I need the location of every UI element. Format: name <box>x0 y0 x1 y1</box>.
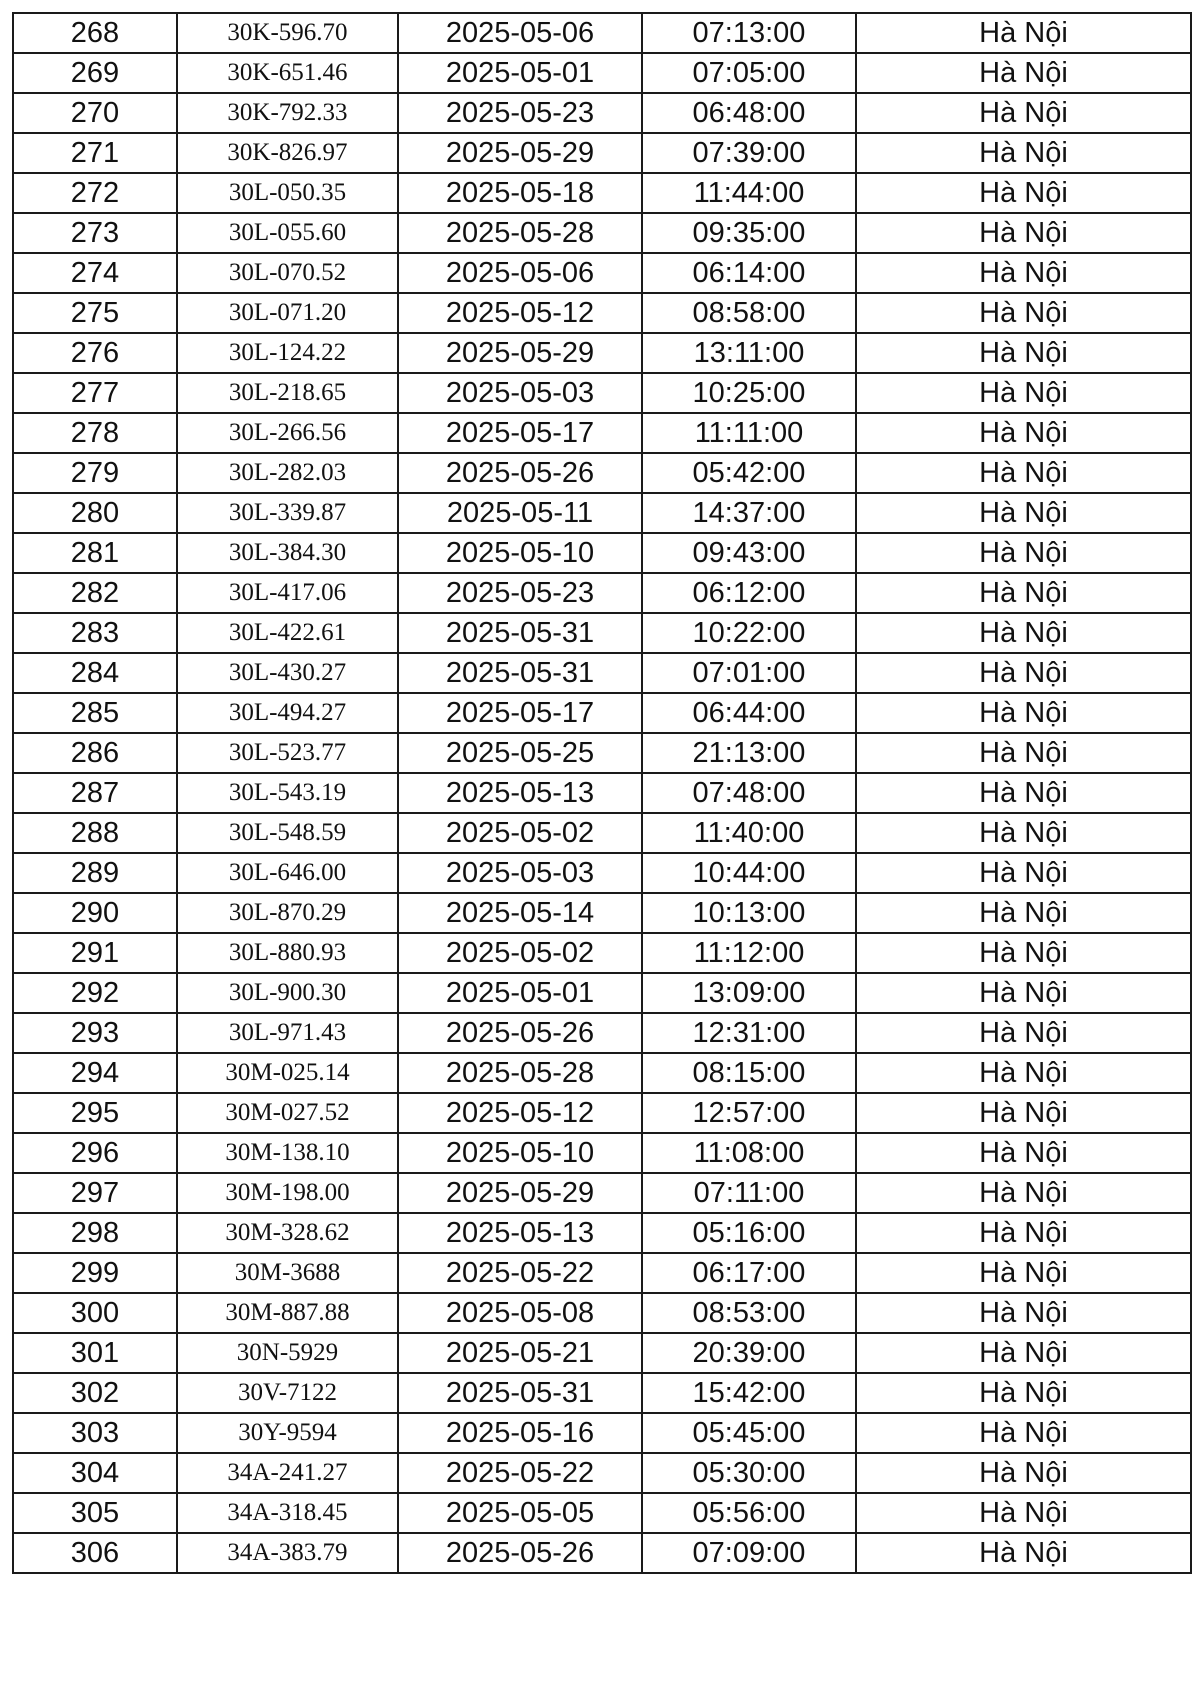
license-plate-cell: 30V-7122 <box>177 1373 398 1413</box>
date-cell: 2025-05-05 <box>398 1493 642 1533</box>
location-cell: Hà Nội <box>856 373 1191 413</box>
row-number-cell: 284 <box>13 653 177 693</box>
license-plate-cell: 30L-548.59 <box>177 813 398 853</box>
row-number-cell: 274 <box>13 253 177 293</box>
location-cell: Hà Nội <box>856 973 1191 1013</box>
license-plate-cell: 30M-3688 <box>177 1253 398 1293</box>
date-cell: 2025-05-23 <box>398 93 642 133</box>
license-plate-cell: 30L-971.43 <box>177 1013 398 1053</box>
location-cell: Hà Nội <box>856 1493 1191 1533</box>
license-plate-cell: 30M-328.62 <box>177 1213 398 1253</box>
license-plate-cell: 30L-050.35 <box>177 173 398 213</box>
license-plate-cell: 30K-792.33 <box>177 93 398 133</box>
time-cell: 14:37:00 <box>642 493 856 533</box>
table-row <box>13 253 1191 293</box>
row-number-cell: 290 <box>13 893 177 933</box>
license-plate-cell: 30M-025.14 <box>177 1053 398 1093</box>
date-cell: 2025-05-03 <box>398 373 642 413</box>
row-number-cell: 279 <box>13 453 177 493</box>
date-cell: 2025-05-21 <box>398 1333 642 1373</box>
time-cell: 05:30:00 <box>642 1453 856 1493</box>
license-plate-cell: 34A-318.45 <box>177 1493 398 1533</box>
license-plate-cell: 30L-071.20 <box>177 293 398 333</box>
row-number-cell: 283 <box>13 613 177 653</box>
table-row <box>13 373 1191 413</box>
license-plate-cell: 30L-282.03 <box>177 453 398 493</box>
table-row <box>13 1173 1191 1213</box>
date-cell: 2025-05-06 <box>398 13 642 53</box>
location-cell: Hà Nội <box>856 1213 1191 1253</box>
time-cell: 07:11:00 <box>642 1173 856 1213</box>
table-row <box>13 733 1191 773</box>
row-number-cell: 281 <box>13 533 177 573</box>
time-cell: 20:39:00 <box>642 1333 856 1373</box>
row-number-cell: 305 <box>13 1493 177 1533</box>
time-cell: 07:39:00 <box>642 133 856 173</box>
location-cell: Hà Nội <box>856 1453 1191 1493</box>
row-number-cell: 270 <box>13 93 177 133</box>
time-cell: 11:11:00 <box>642 413 856 453</box>
license-plate-cell: 34A-241.27 <box>177 1453 398 1493</box>
time-cell: 07:09:00 <box>642 1533 856 1573</box>
table-row <box>13 1213 1191 1253</box>
date-cell: 2025-05-13 <box>398 1213 642 1253</box>
row-number-cell: 289 <box>13 853 177 893</box>
time-cell: 05:45:00 <box>642 1413 856 1453</box>
location-cell: Hà Nội <box>856 1373 1191 1413</box>
table-row <box>13 13 1191 53</box>
date-cell: 2025-05-26 <box>398 1533 642 1573</box>
location-cell: Hà Nội <box>856 613 1191 653</box>
row-number-cell: 282 <box>13 573 177 613</box>
location-cell: Hà Nội <box>856 1333 1191 1373</box>
location-cell: Hà Nội <box>856 1133 1191 1173</box>
row-number-cell: 277 <box>13 373 177 413</box>
table-row <box>13 93 1191 133</box>
date-cell: 2025-05-08 <box>398 1293 642 1333</box>
table-row <box>13 293 1191 333</box>
row-number-cell: 273 <box>13 213 177 253</box>
location-cell: Hà Nội <box>856 333 1191 373</box>
date-cell: 2025-05-29 <box>398 1173 642 1213</box>
date-cell: 2025-05-29 <box>398 333 642 373</box>
license-plate-cell: 30L-422.61 <box>177 613 398 653</box>
license-plate-cell: 30L-880.93 <box>177 933 398 973</box>
time-cell: 10:13:00 <box>642 893 856 933</box>
date-cell: 2025-05-25 <box>398 733 642 773</box>
location-cell: Hà Nội <box>856 733 1191 773</box>
location-cell: Hà Nội <box>856 1093 1191 1133</box>
table-row <box>13 173 1191 213</box>
location-cell: Hà Nội <box>856 653 1191 693</box>
time-cell: 12:31:00 <box>642 1013 856 1053</box>
time-cell: 05:56:00 <box>642 1493 856 1533</box>
date-cell: 2025-05-03 <box>398 853 642 893</box>
location-cell: Hà Nội <box>856 133 1191 173</box>
location-cell: Hà Nội <box>856 693 1191 733</box>
time-cell: 06:17:00 <box>642 1253 856 1293</box>
time-cell: 12:57:00 <box>642 1093 856 1133</box>
location-cell: Hà Nội <box>856 1413 1191 1453</box>
license-plate-cell: 30L-417.06 <box>177 573 398 613</box>
date-cell: 2025-05-13 <box>398 773 642 813</box>
row-number-cell: 295 <box>13 1093 177 1133</box>
date-cell: 2025-05-01 <box>398 53 642 93</box>
date-cell: 2025-05-12 <box>398 1093 642 1133</box>
date-cell: 2025-05-22 <box>398 1253 642 1293</box>
location-cell: Hà Nội <box>856 93 1191 133</box>
time-cell: 08:53:00 <box>642 1293 856 1333</box>
license-plate-cell: 30L-900.30 <box>177 973 398 1013</box>
license-plate-cell: 30L-523.77 <box>177 733 398 773</box>
table-row <box>13 1253 1191 1293</box>
location-cell: Hà Nội <box>856 213 1191 253</box>
table-row <box>13 1493 1191 1533</box>
table-row <box>13 773 1191 813</box>
row-number-cell: 301 <box>13 1333 177 1373</box>
time-cell: 13:11:00 <box>642 333 856 373</box>
table-row <box>13 53 1191 93</box>
license-plate-cell: 30L-070.52 <box>177 253 398 293</box>
table-row <box>13 1333 1191 1373</box>
license-plate-cell: 30L-339.87 <box>177 493 398 533</box>
location-cell: Hà Nội <box>856 1013 1191 1053</box>
location-cell: Hà Nội <box>856 1293 1191 1333</box>
date-cell: 2025-05-01 <box>398 973 642 1013</box>
row-number-cell: 275 <box>13 293 177 333</box>
license-plate-cell: 30L-218.65 <box>177 373 398 413</box>
license-plate-cell: 30L-494.27 <box>177 693 398 733</box>
time-cell: 05:16:00 <box>642 1213 856 1253</box>
license-plate-cell: 30M-027.52 <box>177 1093 398 1133</box>
location-cell: Hà Nội <box>856 573 1191 613</box>
location-cell: Hà Nội <box>856 533 1191 573</box>
row-number-cell: 292 <box>13 973 177 1013</box>
table-row <box>13 973 1191 1013</box>
table-row <box>13 1293 1191 1333</box>
time-cell: 05:42:00 <box>642 453 856 493</box>
date-cell: 2025-05-28 <box>398 213 642 253</box>
row-number-cell: 300 <box>13 1293 177 1333</box>
table-row <box>13 1453 1191 1493</box>
table-row <box>13 1013 1191 1053</box>
location-cell: Hà Nội <box>856 1253 1191 1293</box>
time-cell: 11:12:00 <box>642 933 856 973</box>
table-row <box>13 573 1191 613</box>
row-number-cell: 298 <box>13 1213 177 1253</box>
location-cell: Hà Nội <box>856 1053 1191 1093</box>
date-cell: 2025-05-23 <box>398 573 642 613</box>
license-plate-cell: 34A-383.79 <box>177 1533 398 1573</box>
row-number-cell: 294 <box>13 1053 177 1093</box>
date-cell: 2025-05-02 <box>398 933 642 973</box>
location-cell: Hà Nội <box>856 173 1191 213</box>
license-plate-cell: 30L-266.56 <box>177 413 398 453</box>
location-cell: Hà Nội <box>856 1533 1191 1573</box>
row-number-cell: 303 <box>13 1413 177 1453</box>
license-plate-cell: 30L-055.60 <box>177 213 398 253</box>
time-cell: 09:35:00 <box>642 213 856 253</box>
time-cell: 09:43:00 <box>642 533 856 573</box>
location-cell: Hà Nội <box>856 13 1191 53</box>
table-row <box>13 133 1191 173</box>
time-cell: 06:44:00 <box>642 693 856 733</box>
date-cell: 2025-05-26 <box>398 453 642 493</box>
date-cell: 2025-05-31 <box>398 613 642 653</box>
table-row <box>13 333 1191 373</box>
date-cell: 2025-05-26 <box>398 1013 642 1053</box>
row-number-cell: 299 <box>13 1253 177 1293</box>
date-cell: 2025-05-31 <box>398 1373 642 1413</box>
time-cell: 15:42:00 <box>642 1373 856 1413</box>
location-cell: Hà Nội <box>856 253 1191 293</box>
location-cell: Hà Nội <box>856 493 1191 533</box>
time-cell: 06:48:00 <box>642 93 856 133</box>
time-cell: 11:40:00 <box>642 813 856 853</box>
license-plate-cell: 30M-887.88 <box>177 1293 398 1333</box>
time-cell: 10:22:00 <box>642 613 856 653</box>
license-plate-cell: 30L-124.22 <box>177 333 398 373</box>
location-cell: Hà Nội <box>856 893 1191 933</box>
license-plate-cell: 30N-5929 <box>177 1333 398 1373</box>
row-number-cell: 302 <box>13 1373 177 1413</box>
table-body <box>13 13 1191 1573</box>
date-cell: 2025-05-02 <box>398 813 642 853</box>
date-cell: 2025-05-18 <box>398 173 642 213</box>
location-cell: Hà Nội <box>856 933 1191 973</box>
table-row <box>13 1093 1191 1133</box>
time-cell: 07:13:00 <box>642 13 856 53</box>
location-cell: Hà Nội <box>856 293 1191 333</box>
table-row <box>13 693 1191 733</box>
date-cell: 2025-05-12 <box>398 293 642 333</box>
license-plate-cell: 30K-651.46 <box>177 53 398 93</box>
table-row <box>13 533 1191 573</box>
location-cell: Hà Nội <box>856 413 1191 453</box>
date-cell: 2025-05-10 <box>398 1133 642 1173</box>
location-cell: Hà Nội <box>856 1173 1191 1213</box>
row-number-cell: 291 <box>13 933 177 973</box>
table-row <box>13 213 1191 253</box>
time-cell: 07:05:00 <box>642 53 856 93</box>
row-number-cell: 296 <box>13 1133 177 1173</box>
row-number-cell: 287 <box>13 773 177 813</box>
table-row <box>13 853 1191 893</box>
table-row <box>13 933 1191 973</box>
time-cell: 07:01:00 <box>642 653 856 693</box>
table-row <box>13 1053 1191 1093</box>
license-plate-cell: 30L-870.29 <box>177 893 398 933</box>
row-number-cell: 306 <box>13 1533 177 1573</box>
row-number-cell: 278 <box>13 413 177 453</box>
row-number-cell: 286 <box>13 733 177 773</box>
date-cell: 2025-05-10 <box>398 533 642 573</box>
time-cell: 21:13:00 <box>642 733 856 773</box>
time-cell: 08:58:00 <box>642 293 856 333</box>
license-plate-cell: 30L-430.27 <box>177 653 398 693</box>
license-plate-cell: 30M-198.00 <box>177 1173 398 1213</box>
time-cell: 11:44:00 <box>642 173 856 213</box>
table-row <box>13 653 1191 693</box>
date-cell: 2025-05-16 <box>398 1413 642 1453</box>
row-number-cell: 268 <box>13 13 177 53</box>
row-number-cell: 280 <box>13 493 177 533</box>
time-cell: 10:44:00 <box>642 853 856 893</box>
license-plate-cell: 30L-543.19 <box>177 773 398 813</box>
table-row <box>13 893 1191 933</box>
date-cell: 2025-05-28 <box>398 1053 642 1093</box>
row-number-cell: 269 <box>13 53 177 93</box>
violation-table-container <box>12 12 1190 1574</box>
row-number-cell: 272 <box>13 173 177 213</box>
time-cell: 06:14:00 <box>642 253 856 293</box>
time-cell: 11:08:00 <box>642 1133 856 1173</box>
table-row <box>13 613 1191 653</box>
date-cell: 2025-05-17 <box>398 693 642 733</box>
row-number-cell: 288 <box>13 813 177 853</box>
license-plate-cell: 30L-646.00 <box>177 853 398 893</box>
table-row <box>13 493 1191 533</box>
time-cell: 06:12:00 <box>642 573 856 613</box>
date-cell: 2025-05-17 <box>398 413 642 453</box>
license-plate-cell: 30Y-9594 <box>177 1413 398 1453</box>
date-cell: 2025-05-06 <box>398 253 642 293</box>
time-cell: 13:09:00 <box>642 973 856 1013</box>
row-number-cell: 297 <box>13 1173 177 1213</box>
row-number-cell: 293 <box>13 1013 177 1053</box>
location-cell: Hà Nội <box>856 813 1191 853</box>
license-plate-cell: 30M-138.10 <box>177 1133 398 1173</box>
row-number-cell: 271 <box>13 133 177 173</box>
table-row <box>13 1373 1191 1413</box>
location-cell: Hà Nội <box>856 853 1191 893</box>
location-cell: Hà Nội <box>856 773 1191 813</box>
date-cell: 2025-05-29 <box>398 133 642 173</box>
date-cell: 2025-05-22 <box>398 1453 642 1493</box>
date-cell: 2025-05-14 <box>398 893 642 933</box>
location-cell: Hà Nội <box>856 53 1191 93</box>
date-cell: 2025-05-31 <box>398 653 642 693</box>
table-row <box>13 1133 1191 1173</box>
table-row <box>13 453 1191 493</box>
row-number-cell: 304 <box>13 1453 177 1493</box>
row-number-cell: 276 <box>13 333 177 373</box>
license-plate-cell: 30K-826.97 <box>177 133 398 173</box>
license-plate-cell: 30K-596.70 <box>177 13 398 53</box>
row-number-cell: 285 <box>13 693 177 733</box>
time-cell: 07:48:00 <box>642 773 856 813</box>
table-row <box>13 1533 1191 1573</box>
location-cell: Hà Nội <box>856 453 1191 493</box>
violation-table <box>12 12 1192 1574</box>
time-cell: 10:25:00 <box>642 373 856 413</box>
table-row <box>13 813 1191 853</box>
time-cell: 08:15:00 <box>642 1053 856 1093</box>
table-row <box>13 413 1191 453</box>
date-cell: 2025-05-11 <box>398 493 642 533</box>
license-plate-cell: 30L-384.30 <box>177 533 398 573</box>
table-row <box>13 1413 1191 1453</box>
